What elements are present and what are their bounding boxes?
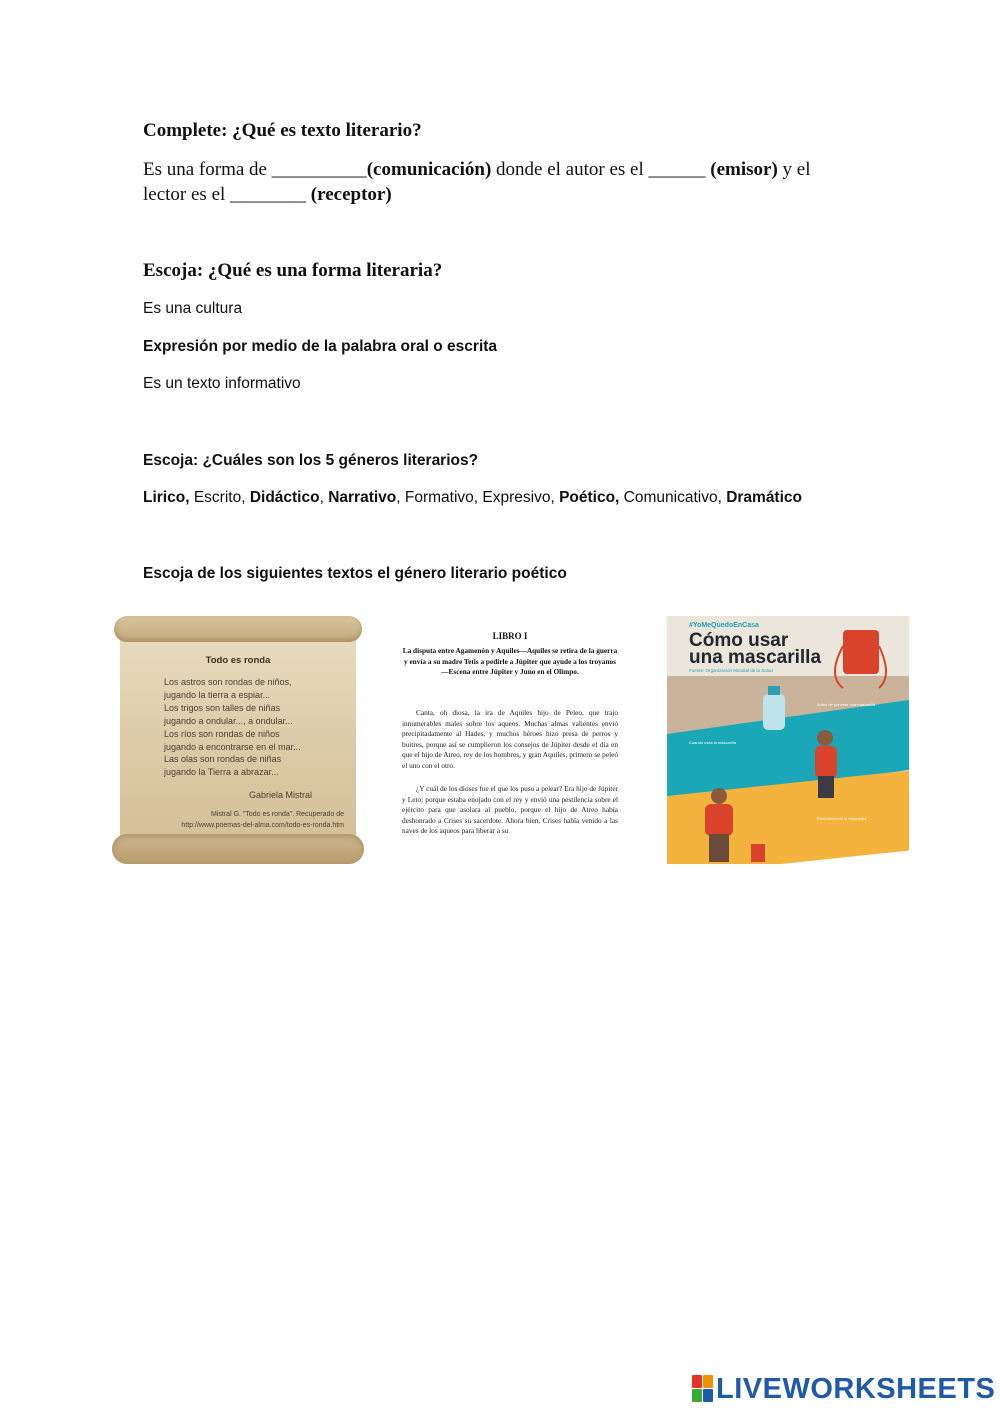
question-1-text: [143, 157, 873, 207]
book-heading: LIBRO I: [492, 631, 528, 641]
trash-bin-icon: [751, 844, 765, 862]
poster-title-line-1: Cómo usar: [689, 630, 789, 651]
person-head-2: [711, 788, 727, 804]
person-legs-2: [709, 834, 729, 862]
poster-source: Fuente: Organización Mundial de la Salud: [689, 668, 773, 673]
poem-reference: [181, 809, 344, 831]
person-body: [815, 746, 837, 778]
sanitizer-bottle-icon: [763, 694, 785, 730]
q2-option-3[interactable]: Es un texto informativo: [143, 375, 301, 392]
q3-option-narrativo[interactable]: Narrativo: [328, 489, 397, 506]
liveworksheets-logo-icon: [692, 1375, 714, 1403]
poster-note-dispose: Para desechar la mascarilla: [817, 816, 867, 821]
scroll-bottom-roll: [112, 834, 364, 864]
person-body-2: [705, 804, 733, 836]
q1-answer-receptor[interactable]: (receptor): [310, 184, 392, 205]
poem-line: Los trigos son talles de niñas: [164, 702, 281, 713]
q3-option-formativo-expresivo[interactable]: , Formativo, Expresivo,: [396, 489, 560, 506]
q3-option-comunicativo[interactable]: Comunicativo,: [619, 489, 727, 506]
poem-line: Las olas son rondas de niñas: [164, 754, 282, 765]
poster-note-before: Antes de ponerse una mascarilla: [817, 702, 876, 707]
question-3-title: Escoja: ¿Cuáles son los 5 géneros literarios?: [143, 452, 479, 469]
q1-text-2: donde el autor es el ______: [491, 159, 711, 180]
book-paragraph-1: Canta, oh diosa, la ira de Aquiles hijo de Peleo, que trajo innumerables males sobre los aqueos. Muchas almas valientes envió precipitadamente al Hades, y muchos héroes hizo presa de perros y buitres, porque así se cumplieron los consejos de Júpiter desde el día en que el hijo de Atreo, rey de los hombres, y gran Aquiles, primero se peleó el uno con el otro.: [402, 708, 618, 770]
q2-option-2[interactable]: Expresión por medio de la palabra oral o escrita: [143, 338, 498, 355]
q3-option-dramatico[interactable]: Dramático: [726, 489, 802, 506]
book-page-image[interactable]: [394, 616, 626, 864]
q3-option-escrito[interactable]: Escrito,: [189, 489, 250, 506]
mask-icon: [843, 630, 879, 674]
poster-title-line-2: una mascarilla: [689, 647, 822, 668]
poem-line: Los astros son rondas de niños,: [164, 677, 292, 687]
poem-title: Todo es ronda: [205, 655, 271, 666]
q1-text-4: lector es el ________: [143, 184, 311, 205]
poster-hashtag: #YoMeQuedoEnCasa: [689, 622, 759, 629]
poem-line: jugando la tierra a espiar...: [164, 689, 271, 700]
poem-reference-line: Mistral G. "Todo es ronda". Recuperado de: [211, 811, 344, 818]
q1-text-1: Es una forma de __________: [143, 159, 367, 180]
q3-option-poetico[interactable]: Poético,: [559, 489, 620, 506]
liveworksheets-logo-text: LIVEWORKSHEETS: [716, 1372, 996, 1405]
person-legs: [818, 776, 834, 798]
scroll-top-roll: [114, 616, 362, 642]
poem-author: Gabriela Mistral: [248, 790, 312, 800]
q1-answer-emisor[interactable]: (emisor): [710, 159, 778, 180]
poem-line: jugando la Tierra a abrazar...: [164, 767, 279, 778]
q1-text-3: y el: [777, 159, 811, 180]
question-2-title: Escoja: ¿Qué es una forma literaria?: [143, 260, 443, 281]
poem-line: jugando a encontrarse en el mar...: [164, 741, 301, 752]
poem-scroll-image[interactable]: [112, 616, 364, 864]
q1-answer-comunicacion[interactable]: (comunicación): [366, 159, 492, 180]
sanitizer-cap: [768, 686, 780, 695]
mask-poster-image[interactable]: [667, 616, 909, 864]
poem-line: Los ríos son rondas de niños: [164, 728, 280, 739]
question-1-title: Complete: ¿Qué es texto literario?: [143, 120, 422, 141]
person-head: [817, 730, 833, 746]
q3-options: [143, 489, 802, 507]
poem-line: jugando a ondular..., a ondular...: [164, 715, 293, 726]
poem-reference-url: http://www.poemas-del-alma.com/todo-es-ronda.htm: [181, 822, 344, 829]
poem-lines: [164, 676, 301, 779]
book-subtitle: La disputa entre Agamenón y Aquiles—Aquiles se retira de la guerra y envía a su madre Tetis a pedirle a Júpiter que ayude a los troyanos—Escena entre Júpiter y Juno en el Olimpo.: [402, 646, 618, 677]
poster-note-using: Cuando usas la mascarilla: [689, 740, 736, 745]
q3-separator: ,: [319, 489, 329, 506]
q2-option-1[interactable]: Es una cultura: [143, 300, 243, 317]
q3-option-didactico[interactable]: Didáctico: [249, 489, 320, 506]
question-4-title: Escoja de los siguientes textos el género literario poético: [143, 565, 567, 582]
book-paragraph-2: ¿Y cuál de los dioses fue el que los puso a pelear? Era hijo de Júpiter y Leto; porque estaba enojado con el rey y envió una pestilencia sobre el ejército para que asolara al pueblo, porque el hijo de Atreo había deshonrado a Crises su sacerdote. Ahora bien, Crises había venido a las naves de los aqueos para liberar a su: [402, 784, 618, 836]
liveworksheets-logo: [692, 1373, 995, 1405]
q3-option-lirico[interactable]: Lirico,: [143, 489, 190, 506]
